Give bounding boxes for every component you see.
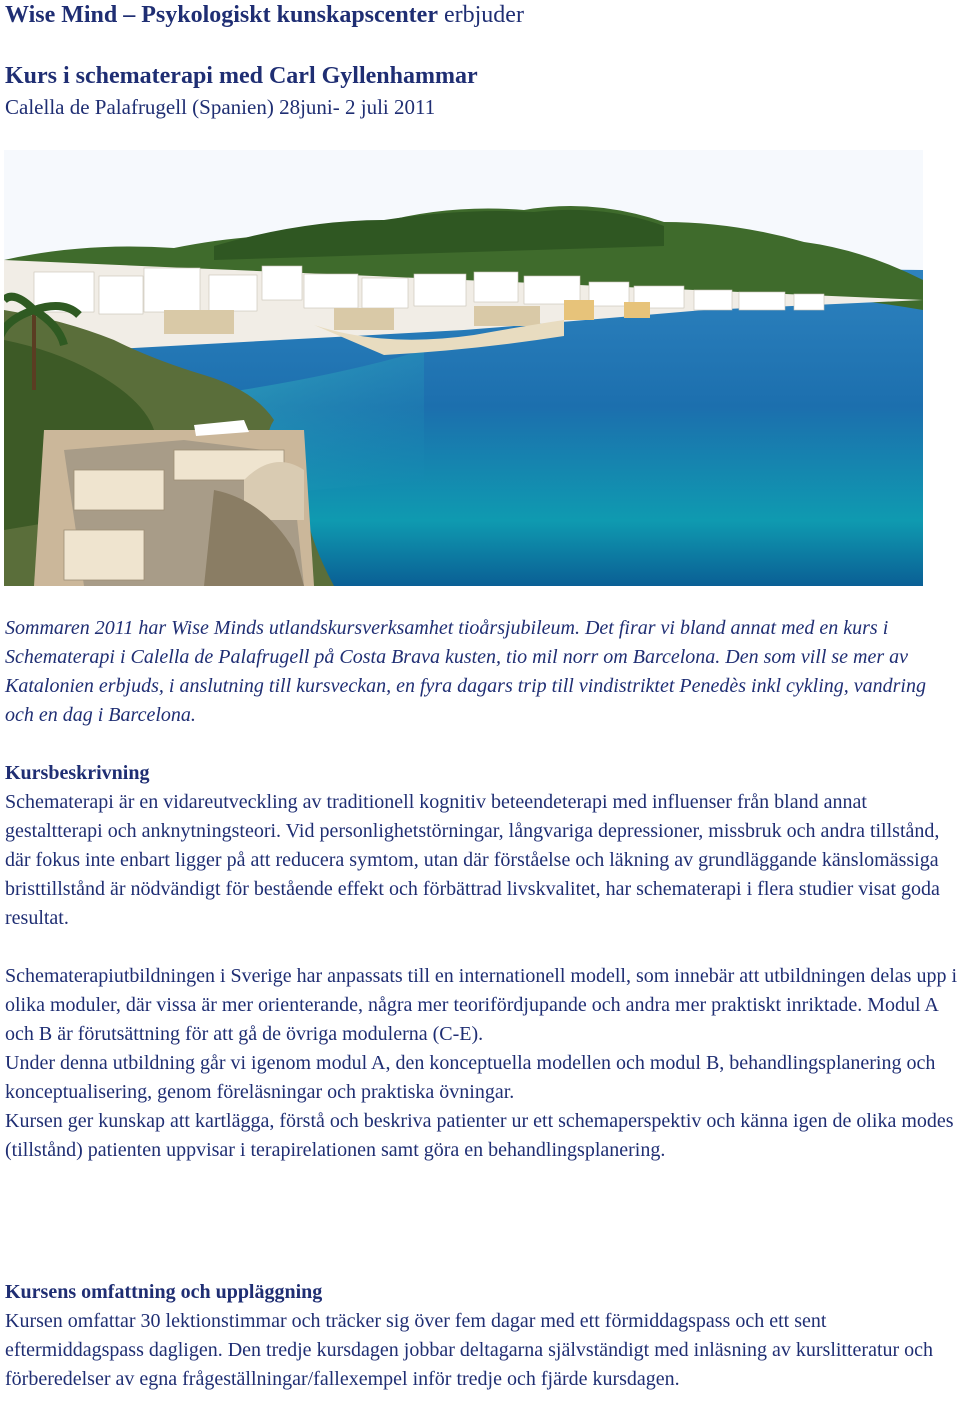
org-name: Wise Mind – Psykologiskt kunskapscenter xyxy=(5,2,438,28)
header-line xyxy=(5,0,524,30)
description-paragraph-2: Schematerapiutbildningen i Sverige har anpassats till en internationell modell, som innebär att utbildningen delas upp i olika moduler, där vissa är mer orienterande, några mer teorifördjupande och andra mer praktiskt inriktade. Modul A och B är förutsättning för att gå de övriga modulerna (C-E). xyxy=(5,965,958,1045)
course-scope-heading: Kursens omfattning och uppläggning xyxy=(5,1281,323,1303)
course-scope-section xyxy=(5,1278,957,1394)
course-description-section xyxy=(5,759,957,1165)
course-title: Kurs i schematerapi med Carl Gyllenhammar xyxy=(5,63,478,89)
scope-paragraph-1: Kursen omfattar 30 lektionstimmar och träcker sig över fem dagar med ett förmiddagspass och ett sent eftermiddagspass dagligen. Den tredje kursdagen jobbar deltagarna självständigt med inläsning av kurslitteratur och förberedelser av egna frågeställningar/fallexempel inför tredje och fjärde kursdagen. xyxy=(5,1310,934,1390)
description-paragraph-1: Schematerapi är en vidareutveckling av traditionell kognitiv beteendeterapi med influenser från bland annat gestaltterapi och anknytningsteori. Vid personlighetstörningar, långvariga depressioner, missbruk och andra tillstånd, där fokus inte enbart ligger på att reducera symtom, utan där förståelse och läkning av grundläggande känslomässiga bristtillstånd är nödvändigt för bestående effekt och förbättrad livskvalitet, har schematerapi i flera studier visat goda resultat. xyxy=(5,791,940,929)
course-subtitle: Calella de Palafrugell (Spanien) 28juni- 2 juli 2011 xyxy=(5,95,436,119)
description-paragraph-4: Kursen ger kunskap att kartlägga, förstå och beskriva patienter ur ett schemaperspektiv och känna igen de olika modes (tillstånd) patienten uppvisar i terapirelationen samt göra en behandlingsplanering. xyxy=(5,1110,954,1161)
coastline-photo xyxy=(4,150,923,586)
intro-paragraph: Sommaren 2011 har Wise Minds utlandskursverksamhet tioårsjubileum. Det firar vi bland annat med en kurs i Schematerapi i Calella de Palafrugell på Costa Brava kusten, tio mil norr om Barcelona. Den som vill se mer av Katalonien erbjuds, i anslutning till kursveckan, en fyra dagars trip till vindistriktet Penedès inkl cykling, vandring och en dag i Barcelona. xyxy=(5,617,926,726)
course-description-heading: Kursbeskrivning xyxy=(5,762,150,784)
header-suffix: erbjuder xyxy=(437,2,524,28)
description-paragraph-3: Under denna utbildning går vi igenom modul A, den konceptuella modellen och modul B, behandlingsplanering och konceptualisering, genom föreläsningar och praktiska övningar. xyxy=(5,1052,936,1103)
